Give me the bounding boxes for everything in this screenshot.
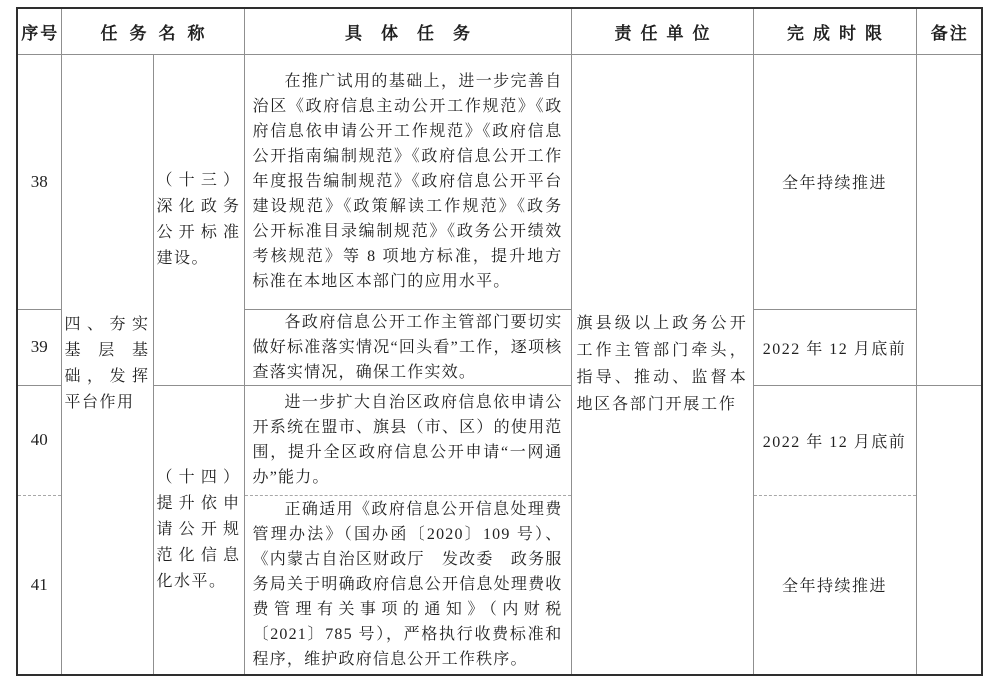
deadline-cell-39: 2022 年 12 月底前 bbox=[753, 309, 916, 385]
deadline-cell-38: 全年持续推进 bbox=[753, 54, 916, 309]
responsible-unit-cell: 旗县级以上政务公开工作主管部门牵头，指导、推动、监督本地区各部门开展工作 bbox=[571, 54, 753, 675]
table-row-40 bbox=[17, 385, 982, 495]
work-plan-table bbox=[16, 7, 983, 676]
detail-cell-40: 进一步扩大自治区政府信息依申请公开系统在盟市、旗县（市、区）的使用范围，提升全区政府信息公开申请“一网通办”能力。 bbox=[244, 385, 571, 495]
table-header-row bbox=[17, 8, 982, 54]
header-col-unit: 责任单位 bbox=[571, 8, 753, 54]
table-row-38 bbox=[17, 54, 982, 309]
deadline-cell-40: 2022 年 12 月底前 bbox=[753, 385, 916, 495]
serial-cell-39: 39 bbox=[17, 309, 61, 385]
deadline-cell-41: 全年持续推进 bbox=[753, 495, 916, 675]
header-col-deadline: 完成时限 bbox=[753, 8, 916, 54]
detail-cell-39: 各政府信息公开工作主管部门要切实做好标准落实情况“回头看”工作，逐项核查落实情况，确保工作实效。 bbox=[244, 309, 571, 385]
remarks-cell-lower bbox=[916, 385, 982, 675]
serial-cell-41: 41 bbox=[17, 495, 61, 675]
subtask-cell-13: （十三）深化政务公开标准建设。 bbox=[153, 54, 244, 385]
detail-cell-38: 在推广试用的基础上，进一步完善自治区《政府信息主动公开工作规范》《政府信息依申请公开工作规范》《政府信息公开指南编制规范》《政府信息公开工作年度报告编制规范》《政府信息公开平台建设规范》《政策解读工作规范》《政务公开标准目录编制规范》《政务公开绩效考核规范》等 8 项地方标准，提升地方标准在本地区本部门的应用水平。 bbox=[244, 54, 571, 309]
serial-cell-40: 40 bbox=[17, 385, 61, 495]
serial-cell-38: 38 bbox=[17, 54, 61, 309]
header-col-task-name: 任务名称 bbox=[61, 8, 244, 54]
remarks-cell-upper bbox=[916, 54, 982, 385]
header-col-serial: 序号 bbox=[17, 8, 61, 54]
task-category-cell: 四、夯实基层基础，发挥平台作用 bbox=[61, 54, 153, 675]
document-page bbox=[16, 7, 983, 676]
header-col-remarks: 备注 bbox=[916, 8, 982, 54]
detail-cell-41: 正确适用《政府信息公开信息处理费管理办法》（国办函〔2020〕109 号）、《内蒙古自治区财政厅 发改委 政务服务局关于明确政府信息公开信息处理费收费管理有关事项的通知》（内财税〔2021〕785 号），严格执行收费标准和程序，维护政府信息公开工作秩序。 bbox=[244, 495, 571, 675]
header-col-task-detail: 具体任务 bbox=[244, 8, 571, 54]
subtask-cell-14: （十四）提升依申请公开规范化信息化水平。 bbox=[153, 385, 244, 675]
